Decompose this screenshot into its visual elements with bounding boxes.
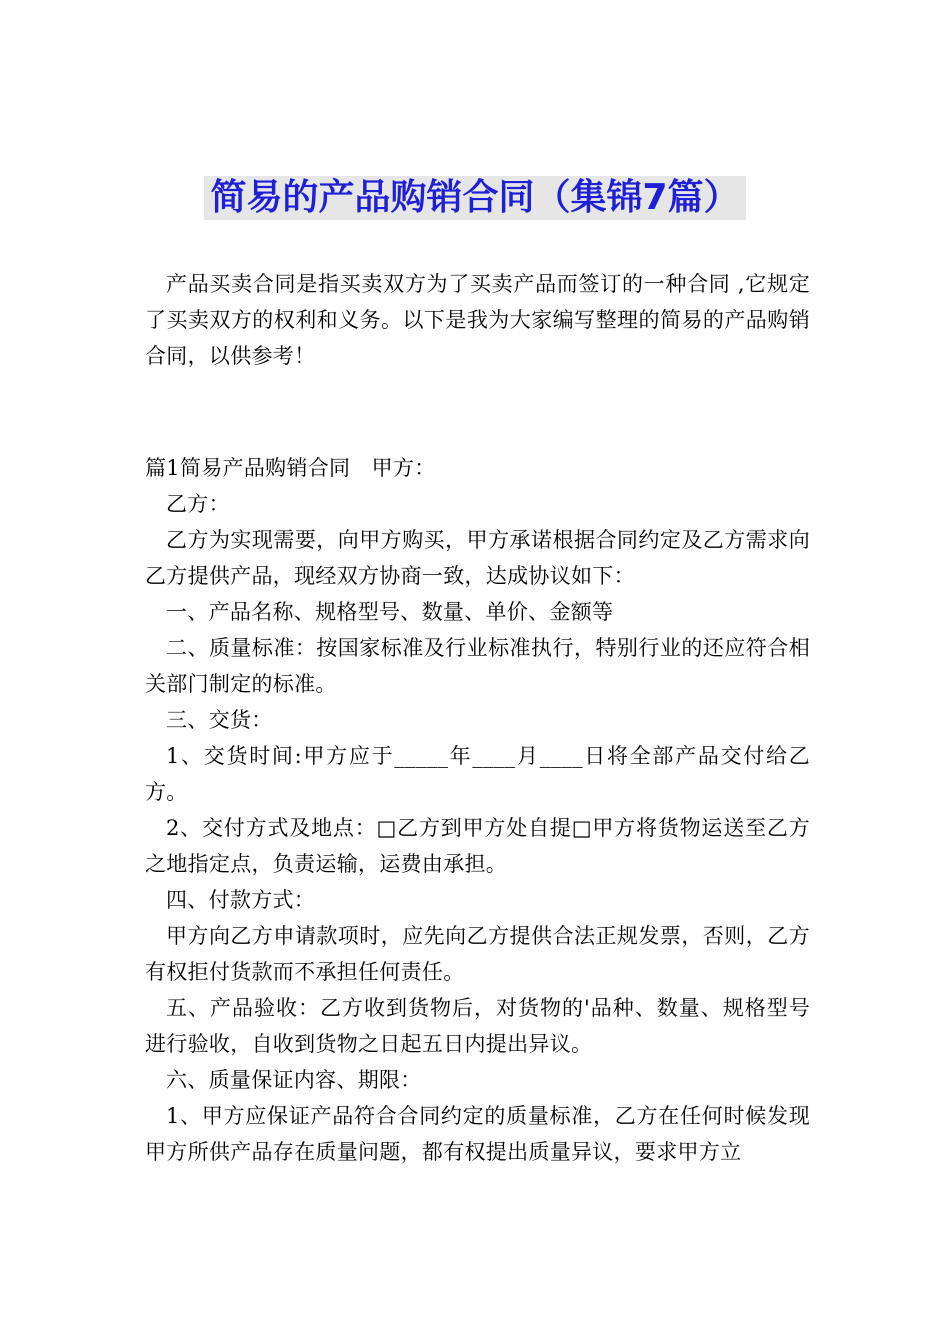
clause-6: 六、质量保证内容、期限： [166, 1068, 422, 1092]
clause-3-item-1: 1、交货时间:甲方应于_____年____月____日将全部产品交付给乙方。 [145, 744, 810, 804]
intro-paragraph: 产品买卖合同是指买卖双方为了买卖产品而签订的一种合同 ,它规定了买卖双方的权利和义务。以下是我为大家编写整理的简易的产品购销合同，以供参考！ [145, 272, 810, 368]
clause-2: 二、质量标准：按国家标准及行业标准执行，特别行业的还应符合相关部门制定的标准。 [145, 636, 810, 696]
clause-4-text: 甲方向乙方申请款项时，应先向乙方提供合法正规发票，否则，乙方有权拒付货款而不承担任何责任。 [145, 924, 810, 984]
clause-1: 一、产品名称、规格型号、数量、单价、金额等 [166, 600, 614, 624]
party-b-line: 乙方： [166, 492, 230, 516]
clause-6-item-1: 1、甲方应保证产品符合合同约定的质量标准，乙方在任何时候发现甲方所供产品存在质量问题，都有权提出质量异议，要求甲方立 [145, 1104, 810, 1164]
clause-3: 三、交货： [166, 708, 273, 732]
clause-5: 五、产品验收：乙方收到货物后，对货物的'品种、数量、规格型号进行验收，自收到货物之日起五日内提出异议。 [145, 996, 810, 1056]
intro-section [145, 266, 810, 374]
title-container [0, 176, 950, 220]
clause-4: 四、付款方式： [166, 888, 316, 912]
document-title: 简易的产品购销合同（集锦7篇） [204, 176, 745, 220]
contract-section [145, 450, 810, 1170]
contract-paragraph: 乙方为实现需要，向甲方购买，甲方承诺根据合同约定及乙方需求向乙方提供产品，现经双方协商一致，达成协议如下： [145, 528, 810, 588]
section-heading: 篇1简易产品购销合同 甲方： [145, 456, 436, 480]
clause-3-item-2: 2、交付方式及地点：□乙方到甲方处自提□甲方将货物运送至乙方之地指定点，负责运输，运费由承担。 [145, 816, 810, 876]
